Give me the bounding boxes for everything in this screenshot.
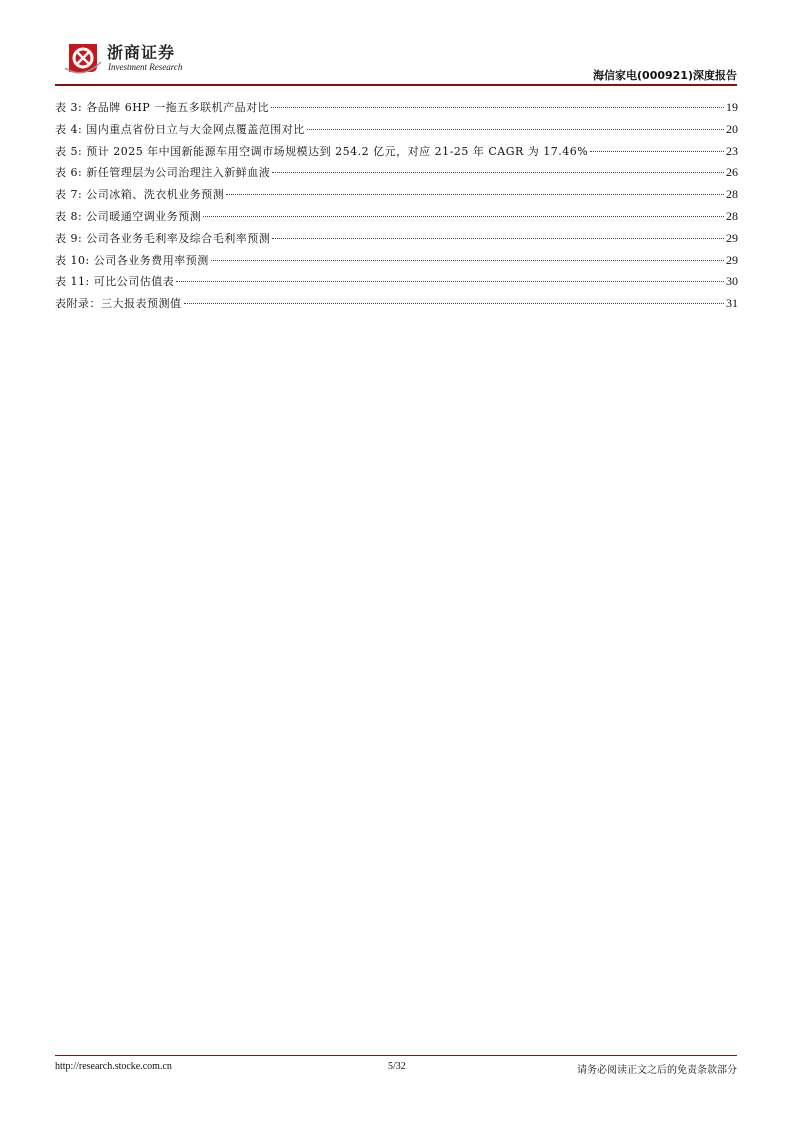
toc-entry-label: 表 11: 可比公司估值表 [55, 275, 175, 289]
toc-entry-label: 表 4: 国内重点省份日立与大金网点覆盖范围对比 [55, 122, 305, 136]
toc-entry[interactable] [55, 230, 738, 252]
toc-leader-dots [272, 238, 724, 239]
toc-leader-dots [307, 129, 724, 130]
toc-entry-label: 表 10: 公司各业务费用率预测 [55, 253, 209, 267]
toc-entry-label: 表 5: 预计 2025 年中国新能源车用空调市场规模达到 254.2 亿元，对应 21-25 年 CAGR 为 17.46% [55, 144, 589, 158]
toc-leader-dots [226, 194, 724, 195]
page-number: 5/32 [388, 1061, 406, 1072]
toc-leader-dots [271, 107, 724, 108]
brand-name-cn: 浙商证券 [107, 43, 176, 62]
toc-entry-label: 表 8: 公司暖通空调业务预测 [55, 209, 202, 223]
toc-entry-label: 表 9: 公司各业务毛利率及综合毛利率预测 [55, 231, 271, 245]
toc-entry[interactable] [55, 208, 738, 230]
toc-entry-page: 31 [726, 296, 738, 311]
toc-entry[interactable] [55, 273, 738, 295]
toc-entry-label: 表 7: 公司冰箱、洗衣机业务预测 [55, 188, 225, 202]
disclaimer-note: 请务必阅读正文之后的免责条款部分 [577, 1065, 737, 1076]
toc-leader-dots [590, 151, 724, 152]
toc-entry-page: 26 [726, 165, 738, 180]
footer-url-link[interactable]: http://research.stocke.com.cn [55, 1061, 172, 1072]
toc-entry[interactable] [55, 186, 738, 208]
toc-entry-page: 20 [726, 121, 738, 136]
stocke-logo-icon [63, 38, 103, 78]
page-footer [55, 1061, 737, 1075]
toc-entry-page: 28 [726, 187, 738, 202]
toc-entry[interactable] [55, 143, 738, 165]
page-header [55, 36, 737, 86]
report-title: 海信家电(000921)深度报告 [593, 69, 737, 82]
toc-entry-page: 30 [726, 274, 738, 289]
toc-entry-label: 表附录：三大报表预测值 [55, 297, 182, 311]
toc-entry[interactable] [55, 295, 738, 317]
footer-divider [55, 1055, 737, 1056]
toc-entry-label: 表 6: 新任管理层为公司治理注入新鲜血液 [55, 166, 271, 180]
toc-leader-dots [184, 303, 725, 304]
toc-entry[interactable] [55, 252, 738, 274]
toc-leader-dots [176, 281, 724, 282]
table-of-figures [55, 99, 738, 317]
toc-leader-dots [272, 172, 724, 173]
toc-entry-page: 29 [726, 252, 738, 267]
toc-entry-page: 19 [726, 100, 738, 114]
toc-entry[interactable] [55, 121, 738, 143]
toc-entry-page: 29 [726, 230, 738, 245]
toc-entry-page: 28 [726, 208, 738, 223]
toc-entry-page: 23 [726, 143, 738, 158]
toc-entry[interactable] [55, 99, 738, 121]
header-divider [55, 84, 737, 86]
brand-name-en: Investment Research [108, 62, 183, 72]
toc-entry-label: 表 3: 各品牌 6HP 一拖五多联机产品对比 [55, 101, 270, 114]
toc-leader-dots [203, 216, 724, 217]
toc-entry[interactable] [55, 164, 738, 186]
toc-leader-dots [211, 260, 724, 261]
